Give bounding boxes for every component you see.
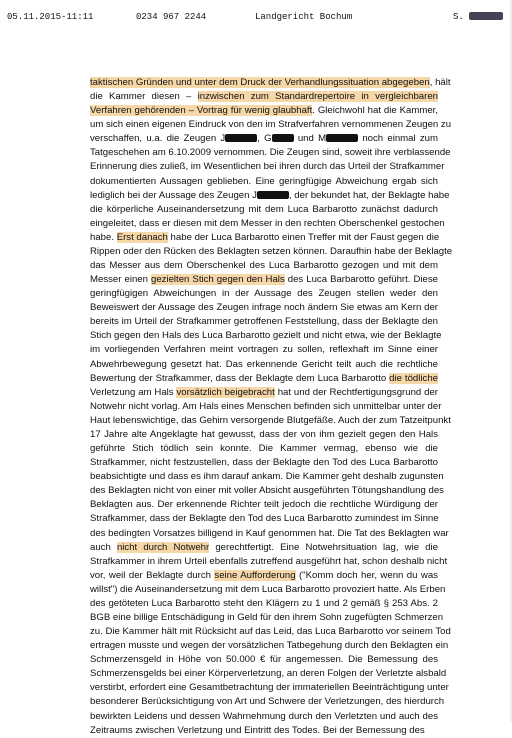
fax-datetime: 05.11.2015-11:11	[7, 12, 94, 22]
text-line	[90, 118, 452, 132]
text-line	[90, 76, 451, 90]
highlighted-text: nicht durch Notwehr	[116, 541, 210, 553]
text-segment: Zeitraums zwischen Verletzung und Eintritt des Todes. Bei der Bemessung des	[90, 724, 425, 736]
text-line	[90, 498, 438, 512]
text-line	[90, 301, 438, 315]
text-line	[90, 414, 451, 428]
text-line	[90, 358, 438, 372]
text-line	[90, 527, 449, 541]
text-segment: Stich gegen den Hals des Luca Barbarotto gezielt und nicht etwa, wie der Beklagte	[90, 330, 442, 342]
text-segment: , der bekundet hat, der Beklagte habe	[288, 189, 450, 201]
text-line	[90, 442, 438, 456]
fax-phone-number: 0234 967 2244	[136, 12, 207, 22]
redacted-name	[326, 134, 358, 142]
text-segment: eingeleitet, dass er diesen mit dem Messer in den rechten Oberschenkel gestochen	[90, 217, 445, 229]
text-segment: besonderer Berücksichtigung von Art und Schwere der Verletzungen, des hierdurch	[90, 696, 445, 708]
text-segment: geführte Stich tödlich sein konnte. Die Kammer vermag, ebenso wie die	[90, 443, 438, 455]
text-line	[90, 329, 442, 343]
document-body	[90, 76, 453, 738]
text-segment: hat und der Rechtfertigungsgrund der	[274, 386, 439, 398]
text-line	[90, 555, 448, 569]
text-line	[90, 315, 438, 329]
text-line	[90, 710, 438, 724]
text-line	[90, 653, 438, 667]
text-segment: des getöteten Luca Barbarotto steht den Klägern zu 1 und 2 gemäß § 253 Abs. 2	[90, 597, 438, 609]
text-segment: Abwehrbewegung gesetzt hat. Das erkennende Gericht teilt auch die rechtliche	[90, 358, 438, 370]
text-segment: Erinnerung dies zuließ, im Wesentlichen bei ihren durch das Urteil der Strafkammer	[90, 161, 445, 173]
page-prefix: S.	[453, 12, 464, 22]
text-line	[90, 245, 453, 259]
text-line	[90, 146, 451, 160]
text-line	[90, 470, 444, 484]
text-segment: Messer einen	[90, 274, 151, 286]
text-segment: , hält	[429, 77, 451, 88]
highlighted-text: die tödliche	[389, 372, 438, 384]
text-segment: die körperliche Auseinandersetzung mit dem Luca Barbarotto zunächst dadurch	[90, 203, 438, 215]
text-segment: ertragen musste und wegen der vorsätzlichen Tatbegehung durch den Beklagten ein	[90, 640, 449, 652]
highlighted-text: gezielten Stich gegen den Hals	[150, 274, 285, 286]
text-line	[90, 681, 449, 695]
text-line	[90, 667, 447, 681]
text-segment: um sich einen eigenen Eindruck von den im Strafverfahren vernommenen Zeugen zu	[90, 119, 452, 131]
text-segment: Strafkammer in ihrem Urteil ebenfalls zutreffend ausgeführt hat, schon deshalb nicht	[90, 555, 448, 567]
text-line	[90, 639, 449, 653]
text-segment: Schmerzensgelds bei einer Körperverletzung, an deren Folgen der Verletzte alsbald	[90, 668, 447, 680]
text-segment: Beweiswert der Aussage des Zeugen infrage noch ändern Sie etwas am Kern der	[90, 302, 438, 314]
text-line	[90, 287, 438, 301]
text-line	[90, 217, 445, 231]
text-segment: ("Komm doch her, wenn du was	[295, 569, 438, 581]
text-segment: Haut lebenswichtige, das Gehirn versorgende Blutgefäße. Auch der zum Tatzeitpunkt	[90, 414, 451, 426]
text-segment: noch einmal zum	[358, 133, 438, 145]
text-segment: dokumentierten Aussagen geblieben. Eine geringfügige Abweichung ergab sich	[90, 175, 438, 187]
redacted-name	[272, 134, 294, 142]
text-segment: die Kammer diesen –	[90, 91, 198, 103]
text-line	[90, 597, 438, 611]
text-segment: Beklagten aus. Der erkennende Richter teilt jedoch die rechtliche Würdigung der	[90, 499, 438, 511]
fax-sender-court: Landgericht Bochum	[255, 12, 353, 22]
highlighted-text: seine Aufforderung	[214, 569, 296, 581]
text-line	[90, 231, 438, 245]
text-segment: , G	[257, 133, 272, 145]
highlighted-text: Verfahren gehörenden – Vortrag für wenig glaubhaft	[90, 105, 313, 117]
text-segment: verstirbt, erfordert eine Gesamtbetrachtung der immateriellen Beeinträchtigung unter	[90, 682, 449, 694]
text-segment: des Beklagten nicht von einer mit voller Absicht ausgeführten Tötungshandlung des	[90, 485, 444, 497]
text-segment: BGB eine billige Entschädigung in Geld für den ihrem Sohn zugefügten Schmerzen	[90, 611, 444, 623]
text-line	[90, 273, 438, 287]
redacted-name	[225, 134, 257, 142]
highlighted-text: taktischen Gründen und unter dem Druck der Verhandlungssituation abgegeben	[90, 77, 430, 88]
text-line	[90, 90, 438, 104]
text-segment: Schmerzensgeld in Höhe von 50.000 € für angemessen. Die Bemessung des	[90, 654, 438, 666]
text-segment: bewirkten Leidens und dessen Wahrnehmung durch den Verletzten und auch des	[90, 710, 438, 722]
text-line	[90, 400, 442, 414]
text-segment: bereits im Urteil der Strafkammer getroffenen Feststellung, dass der Beklagte den	[90, 316, 438, 328]
highlighted-text: vorsätzlich beigebracht	[176, 386, 275, 398]
text-line	[90, 189, 450, 203]
text-segment: Strafkammer, nicht festzustellen, dass der Beklagte den Tod des Luca Barbarotto	[90, 457, 438, 469]
text-segment: das Messer aus dem Oberschenkel des Luca Barbarotto gezogen und mit dem	[90, 260, 438, 272]
text-segment: und M	[293, 133, 327, 145]
text-segment: habe der Luca Barbarotto einen Treffer mit der Faust gegen die	[167, 231, 440, 243]
fax-header	[0, 12, 512, 26]
text-line	[90, 175, 438, 189]
text-segment: willst") die Auseinandersetzung mit dem Luca Barbarotto provoziert hatte. Als Erben	[90, 583, 446, 595]
text-segment: vor, weil der Beklagte durch	[90, 569, 215, 581]
text-line	[90, 132, 438, 146]
text-line	[90, 372, 438, 386]
text-line	[90, 569, 438, 583]
text-line	[90, 203, 438, 217]
text-segment: Bewertung der Strafkammer, dass der Beklagte dem Luca Barbarotto	[90, 372, 390, 384]
redacted-name	[257, 191, 289, 199]
text-segment: zu. Die Kammer hält mit Rücksicht auf das Leid, das Luca Barbarotto vor seinem Tod	[90, 626, 451, 638]
text-segment: 17 Jahre alte Angeklagte hat gewusst, dass der von ihm gezielt gegen den Hals	[90, 428, 438, 440]
text-segment: beabsichtigte und dass es ihm darauf ankam. Die Kammer geht deshalb zugunsten	[90, 471, 444, 483]
text-segment: . Gleichwohl hat die Kammer,	[312, 105, 438, 117]
text-segment: Verletzung am Hals	[90, 386, 177, 398]
text-segment: habe.	[90, 231, 117, 243]
text-segment: geringfügigen Abweichungen in der Aussage des Zeugen stellen weder den	[90, 288, 438, 300]
text-line	[90, 541, 438, 555]
text-line	[90, 386, 438, 400]
text-line	[90, 583, 446, 597]
fax-page-number	[453, 12, 503, 22]
text-line	[90, 343, 438, 357]
text-line	[90, 724, 438, 738]
text-segment: Tatgeschehen am 6.10.2009 vernommen. Die Zeugen sind, soweit ihre verblassende	[90, 147, 451, 159]
text-segment: Notwehr nicht vorlag. Am Hals eines Menschen befinden sich unmittelbar unter der	[90, 400, 442, 412]
highlighted-text: Erst danach	[116, 231, 168, 243]
text-line	[90, 259, 438, 273]
text-segment: des Luca Barbarotto geführt. Diese	[284, 274, 438, 286]
text-line	[90, 456, 438, 470]
text-line	[90, 611, 444, 625]
text-segment: gerechtfertigt. Eine Notwehrsituation lag, wie die	[209, 541, 438, 553]
text-line	[90, 695, 445, 709]
text-line	[90, 160, 445, 174]
redacted-page-number	[469, 12, 503, 20]
highlighted-text: inzwischen zum Standardrepertoire in vergleichbaren	[197, 91, 438, 103]
text-segment: des bedingten Vorsatzes billigend in Kauf genommen hat. Die Tat des Beklagten war	[90, 527, 449, 539]
text-segment: Strafkammer, dass der Beklagte den Tod des Luca Barbarotto zumindest im Sinne	[90, 513, 439, 525]
text-line	[90, 428, 438, 442]
text-line	[90, 104, 438, 118]
text-segment: verschaffen, u.a. die Zeugen J	[90, 133, 226, 145]
text-line	[90, 625, 451, 639]
text-segment: Rippen oder den Rücken des Beklagten setzen können. Daraufhin habe der Beklagte	[90, 245, 453, 257]
text-segment: lediglich bei der Aussage des Zeugen J	[90, 189, 257, 201]
text-line	[90, 512, 438, 526]
text-segment: auch	[90, 541, 117, 553]
text-segment: im vorliegenden Verfahren meint vortragen zu sollen, reflexhaft im Sinne einer	[90, 344, 438, 356]
text-line	[90, 484, 444, 498]
